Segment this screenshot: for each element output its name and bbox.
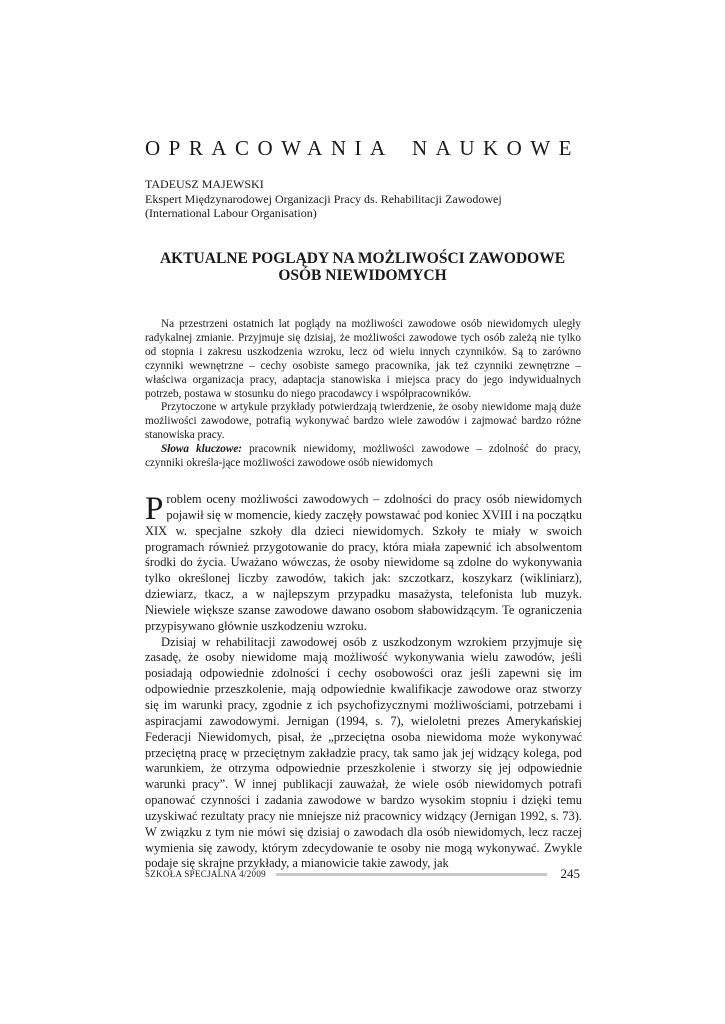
author-block	[145, 177, 585, 221]
article-title-line-2: OSÓB NIEWIDOMYCH	[278, 267, 447, 284]
body-paragraph: Dzisiaj w rehabilitacji zawodowej osób z uszkodzonym wzrokiem przyjmuje się zasadę, że osoby niewidome mają możliwość wykonywania wielu zawodów, jeśli posiadają odpowiednie zdolności i cechy osobowości oraz jeśli zapewni się im odpowiednie przeszkolenie, mają odpowiednie kwalifikacje zawodowe oraz stworzy się im warunki pracy, zgodnie z ich psychofizycznymi możliwościami, potrzebami i aspiracjami zawodowymi. Jernigan (1994, s. 7), wieloletni prezes Amerykańskiej Federacji Niewidomych, pisał, że „przeciętna osoba niewidoma może wykonywać przeciętną pracę w przeciętnym zakładzie pracy, tak samo jak jej widzący kolega, pod warunkiem, że otrzyma odpowiednie przeszkolenie i stworzy się jej odpowiednie warunki pracy”. W innej publikacji zauważał, że wiele osób niewidomych potrafi opanować czynności i zadania zawodowe w bardzo wysokim stopniu i dzięki temu uzyskiwać rezultaty pracy nie mniejsze niż pracownicy widzący (Jernigan 1992, s. 73). W związku z tym nie mówi się dzisiaj o zawodach dla osób niewidomych, lecz raczej wymienia się zawody, którym zdecydowanie te osoby nie mogą wykonywać. Zwykle podaje się skrajne przykłady, a mianowicie takie zawody, jak	[145, 634, 582, 871]
author-affiliation: Ekspert Międzynarodowej Organizacji Pracy ds. Rehabilitacji Zawodowej	[145, 191, 502, 206]
author-name: TADEUSZ MAJEWSKI	[145, 177, 264, 191]
section-header-word-1: OPRACOWANIA	[145, 136, 394, 160]
keywords-label: Słowa kluczowe:	[161, 443, 243, 456]
author-affiliation-organisation: (International Labour Organisation)	[145, 206, 317, 220]
article-title	[145, 250, 580, 284]
abstract	[145, 318, 581, 471]
drop-cap: P	[145, 491, 164, 527]
abstract-paragraph: Na przestrzeni ostatnich lat poglądy na możliwości zawodowe osób niewidomych uległy radykalnej zmianie. Przyjmuje się dzisiaj, że możliwości zawodowe tych osób zależą nie tylko od stopnia i zakresu uszkodzenia wzroku, lecz od wielu innych czynników. Są to zarówno czynniki wewnętrzne – cechy osobiste samego pracownika, jak też czynniki zewnętrzne – właściwa organizacja pracy, adaptacja stanowiska i miejsca pracy do jego indywidualnych potrzeb, postawa w stosunku do niego pracodawcy i współpracowników.	[145, 318, 581, 400]
section-header-word-2: NAUKOWE	[412, 136, 580, 160]
article-body	[145, 492, 582, 872]
footer-journal-name: SZKOŁA SPECJALNA 4/2009	[145, 869, 266, 879]
section-header	[145, 136, 580, 161]
keywords-text: pracownik niewidomy, możliwości zawodowe – zdolność do pracy, czynniki określa-jące możliwości zawodowe osób niewidomych	[145, 443, 581, 470]
footer-rule	[276, 873, 547, 876]
abstract-paragraph: Przytoczone w artykule przykłady potwierdzają twierdzenie, że osoby niewidome mają duże możliwości zawodowe, potrafią wykonywać bardzo wiele zawodów i zajmować bardzo różne stanowiska pracy.	[145, 401, 581, 442]
page-footer	[145, 866, 580, 882]
body-paragraph	[145, 492, 582, 635]
body-paragraph-text: roblem oceny możliwości zawodowych – zdolności do pracy osób niewidomych pojawił się w momencie, kiedy zaczęły powstawać pod koniec XVIII i na początku XIX w. specjalne szkoły dla dzieci niewidomych. Szkoły te miały w swoich programach również przygotowanie do pracy, która miała zapewnić ich absolwentom środki do życia. Uważano wówczas, że osoby niewidome są zdolne do wykonywania tylko określonej liczby zawodów, takich jak: szczotkarz, koszykarz (wikliniarz), dziewiarz, tkacz, a w najlepszym przypadku masażysta, telefonista lub muzyk. Niewiele większe szanse zawodowe dawano osobom słabowidzącym. Te ograniczenia przypisywano głównie uszkodzeniu wzroku.	[145, 492, 582, 633]
article-title-line-1: AKTUALNE POGLĄDY NA MOŻLIWOŚCI ZAWODOWE	[159, 250, 566, 267]
page-number: 245	[560, 866, 580, 881]
keywords	[145, 443, 581, 471]
